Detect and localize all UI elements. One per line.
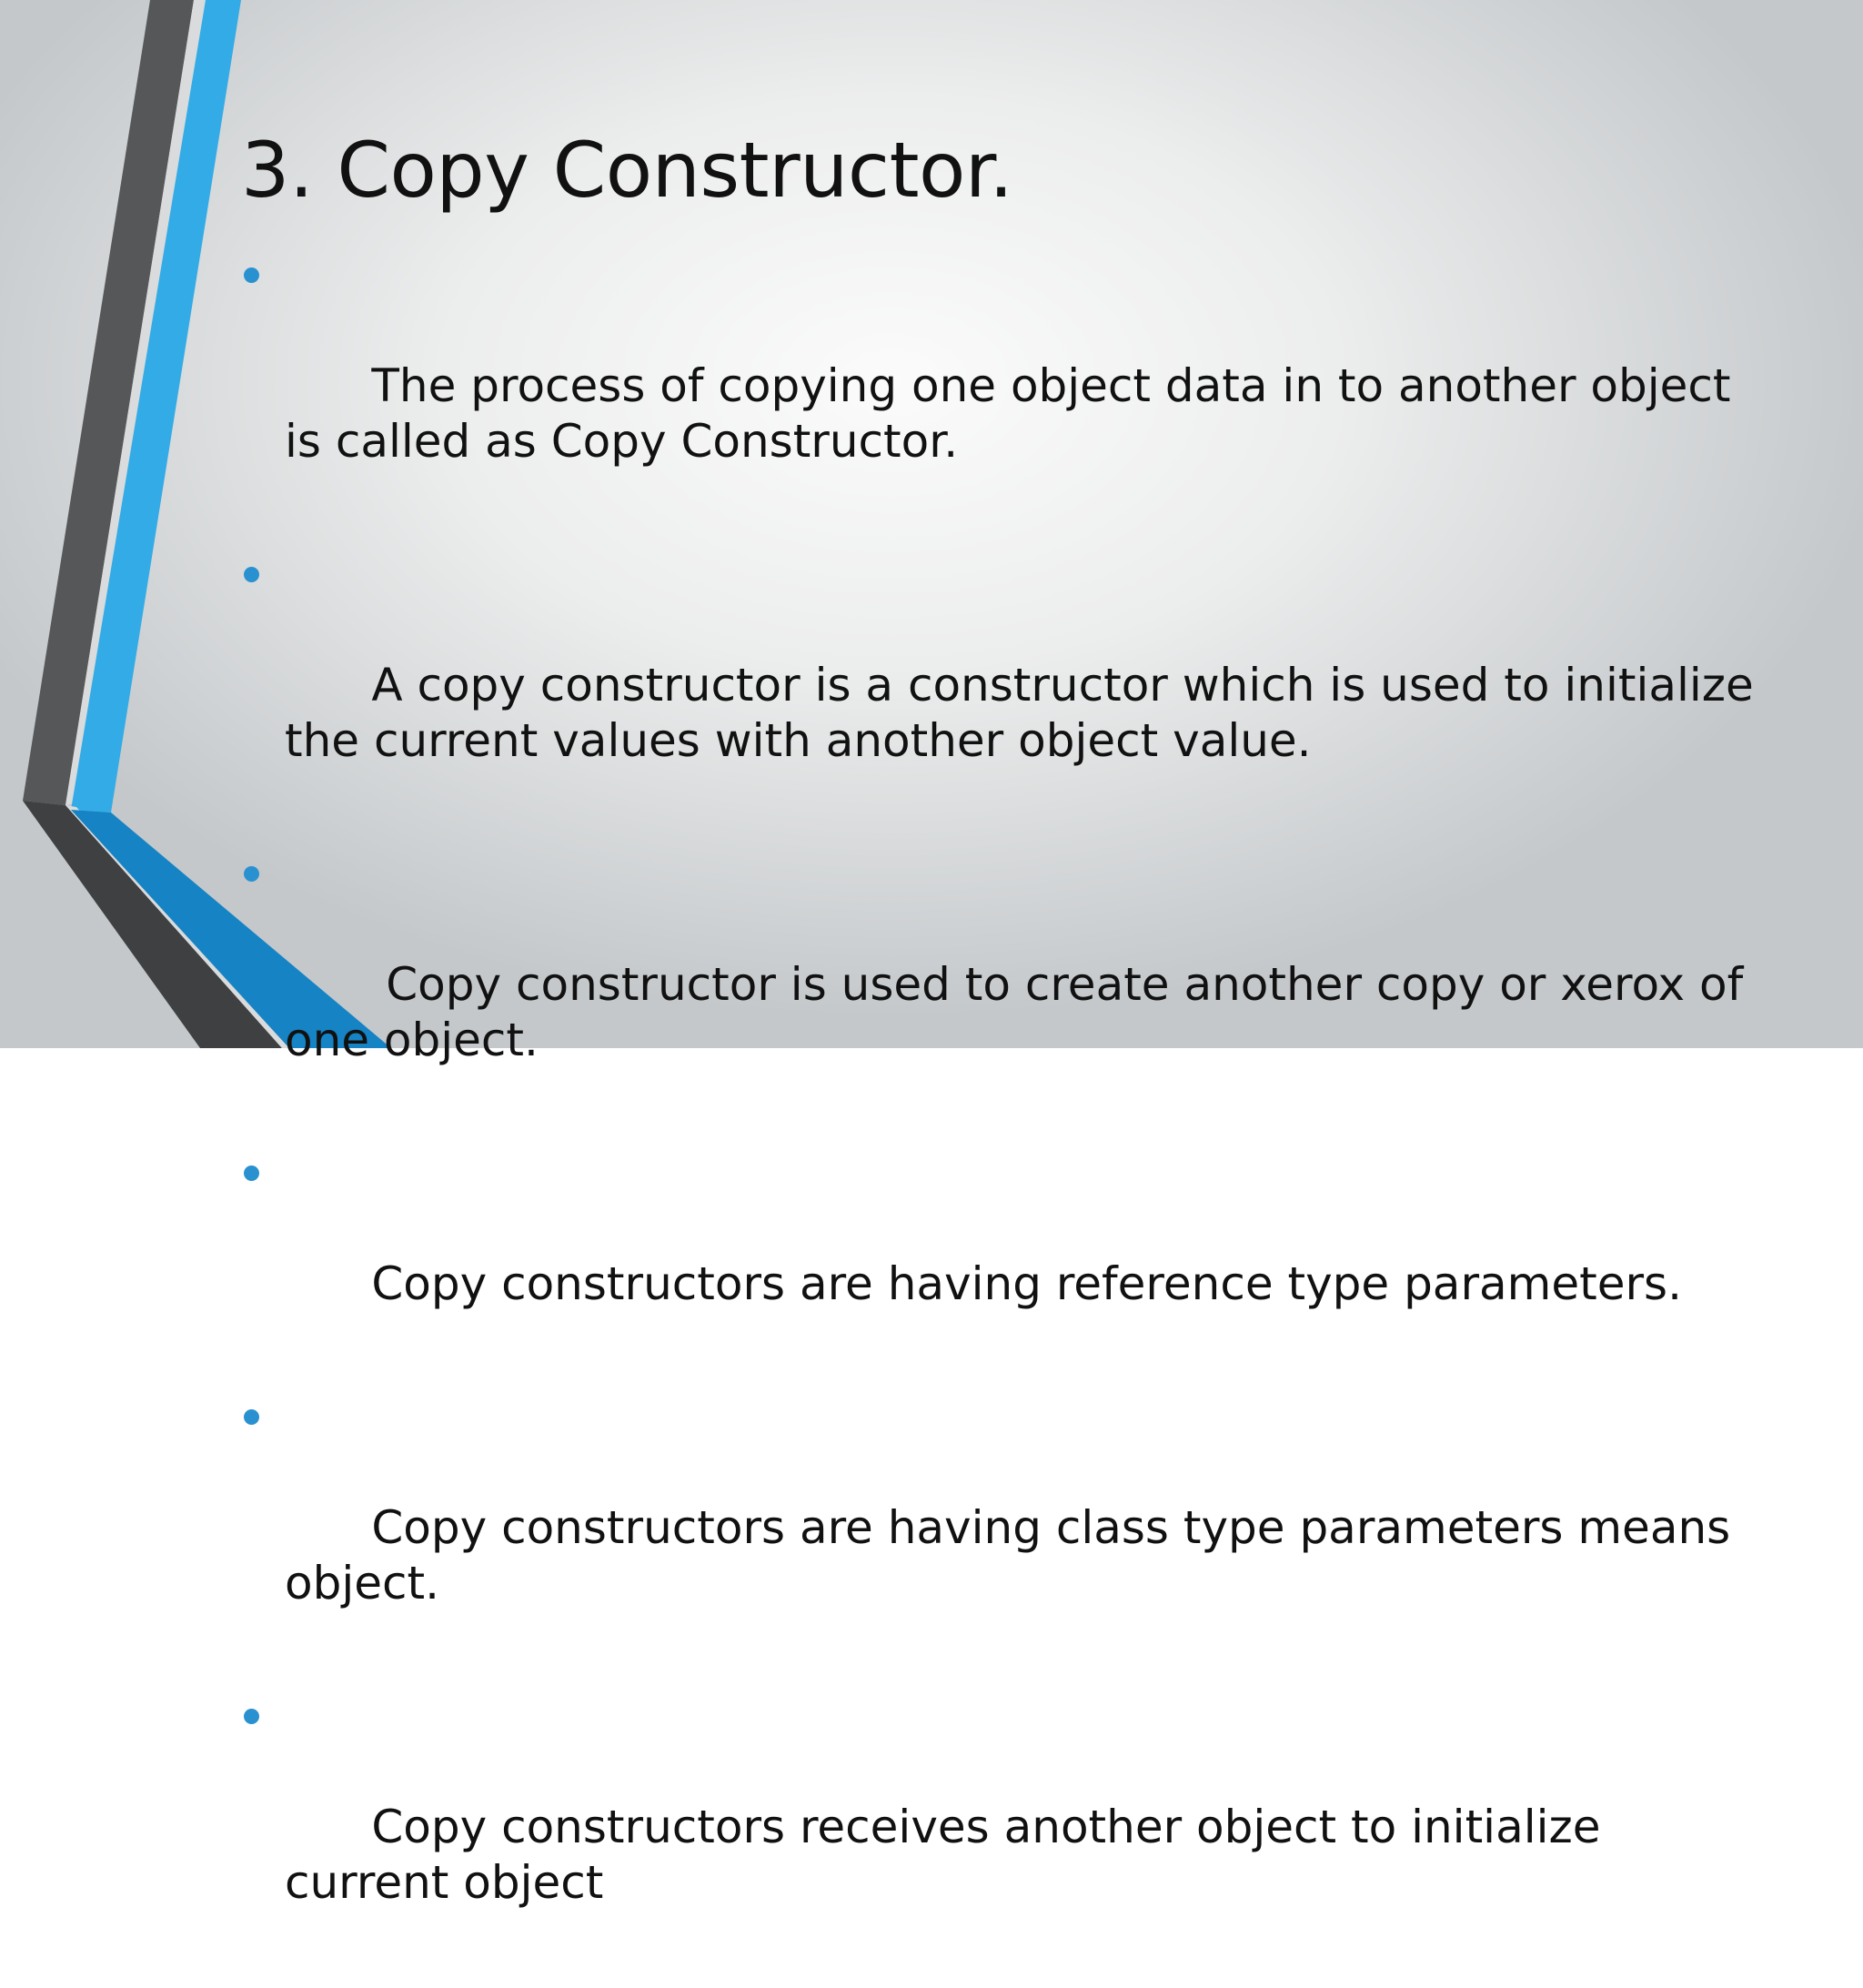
list-item	[241, 1689, 1769, 1966]
list-item	[241, 247, 1769, 525]
bullet-icon	[244, 1409, 259, 1425]
bullet-list	[241, 247, 1769, 1988]
list-item	[241, 1145, 1769, 1367]
bullet-text: A copy constructor is a constructor which is used to initialize the current values with another object value.	[285, 659, 1768, 767]
list-item	[241, 547, 1769, 824]
bullet-icon	[244, 1166, 259, 1181]
bullet-text: Copy constructor is used to create another copy or xerox of one object.	[285, 958, 1758, 1066]
bullet-text: Copy constructors receives another object to initialize current object	[285, 1801, 1616, 1909]
list-item	[241, 1389, 1769, 1667]
bullet-icon	[244, 267, 259, 283]
bullet-text: Copy constructors are having class type parameters means object.	[285, 1501, 1746, 1610]
list-item	[241, 846, 1769, 1124]
bullet-icon	[244, 567, 259, 582]
slide-title: 3. Copy Constructor.	[241, 126, 1013, 215]
bullet-icon	[244, 866, 259, 882]
bullet-text: Copy constructors are having reference type parameters.	[371, 1257, 1682, 1310]
bullet-text: The process of copying one object data in to another object is called as Copy Constructor.	[285, 359, 1746, 468]
bullet-icon	[244, 1709, 259, 1724]
